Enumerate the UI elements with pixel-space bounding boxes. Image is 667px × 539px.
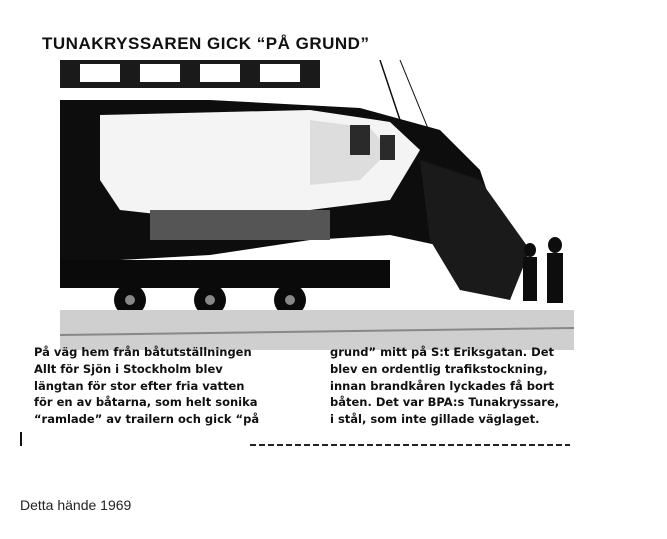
caption-right-column bbox=[330, 344, 570, 428]
caption-line: blev en ordentlig trafikstockning, bbox=[330, 361, 548, 376]
clipping-photo bbox=[60, 60, 574, 350]
margin-tick bbox=[20, 432, 22, 446]
clipping-headline: TUNAKRYSSAREN GICK “PÅ GRUND” bbox=[42, 34, 370, 53]
caption-line: för en av båtarna, som helt sonika bbox=[34, 395, 258, 410]
caption-line: På väg hem från båtutställningen bbox=[34, 345, 252, 359]
newspaper-clipping bbox=[20, 24, 580, 454]
boat-on-street-photo bbox=[60, 60, 574, 350]
caption-line: i stål, som inte gillade väglaget. bbox=[330, 412, 540, 427]
footnote-text: Detta hände 1969 bbox=[20, 497, 132, 513]
caption-line: “ramlade” av trailern och gick “på bbox=[34, 412, 260, 427]
clipping-bottom-rule bbox=[250, 444, 570, 446]
caption-left-column bbox=[34, 344, 298, 428]
caption-line: längtan för stor efter fria vatten bbox=[34, 378, 245, 393]
caption-line: innan brandkåren lyckades få bort bbox=[330, 378, 555, 393]
caption-line: båten. Det var BPA:s Tunakryssare, bbox=[330, 395, 560, 410]
caption-line: grund” mitt på S:t Eriksgatan. Det bbox=[330, 345, 554, 359]
caption-line: Allt för Sjön i Stockholm blev bbox=[34, 361, 223, 376]
